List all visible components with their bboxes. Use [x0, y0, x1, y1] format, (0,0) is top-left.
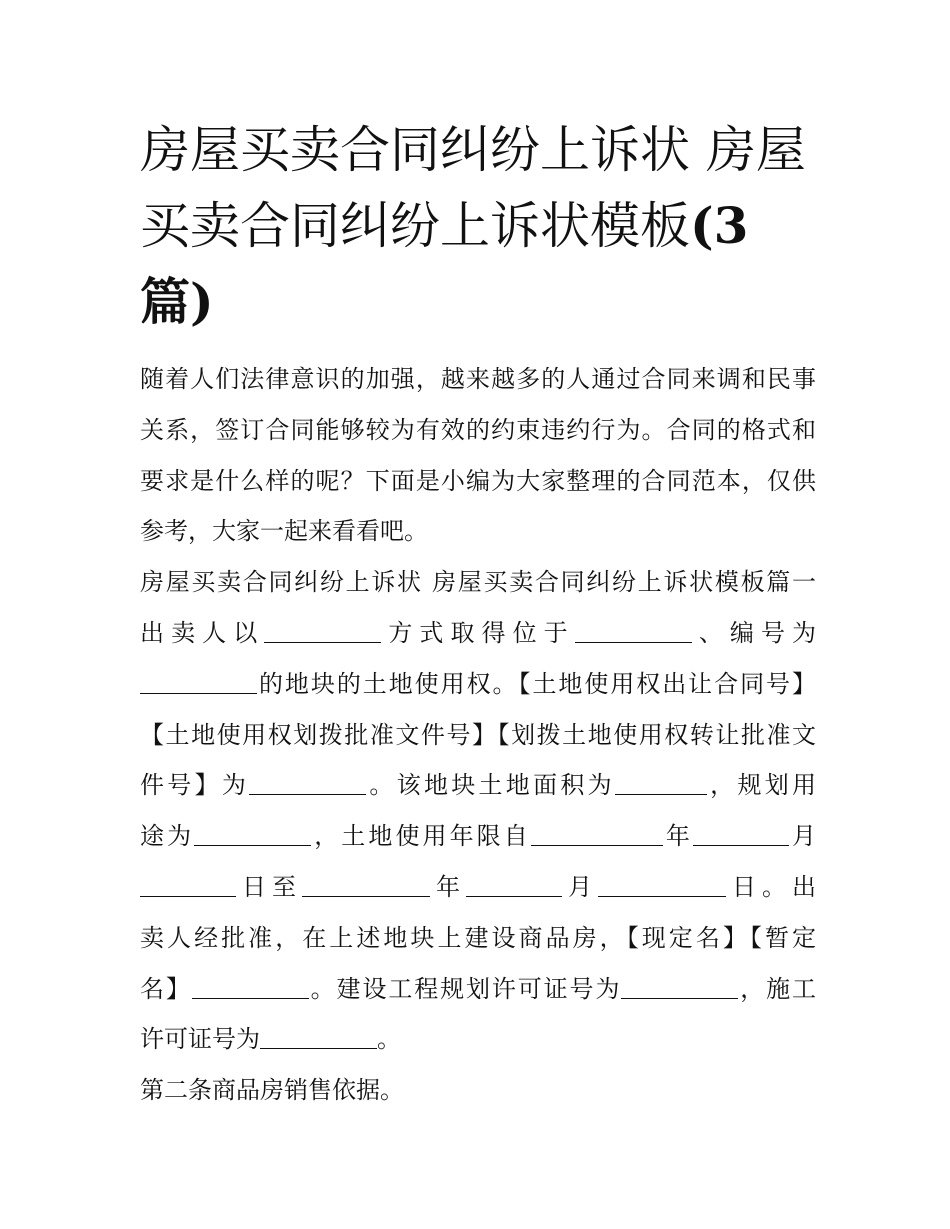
clause-text: 名】 — [140, 974, 192, 1003]
clause-text: 月 — [562, 872, 598, 901]
clause-text: 。该地块土地面积为 — [366, 771, 615, 800]
fill-in-blank — [575, 618, 692, 643]
fill-in-blank — [621, 974, 738, 999]
title-line-3-paren: ) — [190, 272, 214, 331]
clause-text: ，规划用 — [706, 771, 817, 800]
clause-line — [140, 862, 816, 913]
fill-in-blank — [598, 872, 726, 897]
clause-line: 卖人经批准，在上述地块上建设商品房，【现定名】【暂定 — [140, 923, 816, 952]
clause-line — [140, 659, 816, 710]
document-title — [140, 112, 820, 340]
title-line-2: 买卖合同纠纷上诉状模板 — [140, 197, 690, 255]
fill-in-blank — [192, 974, 309, 999]
title-line-2-count: (3 — [690, 196, 749, 255]
clause-text: 、编号为 — [691, 618, 817, 647]
clause-line — [140, 608, 816, 659]
intro-line: 要求是什么样的呢？下面是小编为大家整理的合同范本，仅供 — [140, 466, 816, 495]
fill-in-blank — [615, 770, 707, 795]
clause-text: 许可证号为 — [140, 1025, 260, 1054]
clause-line — [140, 1014, 816, 1065]
clause-text: 月 — [788, 822, 817, 851]
clause-text: 年 — [430, 872, 466, 901]
clause-text: 。建设工程规划许可证号为 — [308, 974, 622, 1003]
fill-in-blank — [302, 872, 430, 897]
clause-text: 出卖人以 — [140, 618, 265, 647]
clause-text: 日。出 — [726, 872, 816, 901]
section-heading: 房屋买卖合同纠纷上诉状 房屋买卖合同纠纷上诉状模板篇一 — [140, 568, 816, 597]
title-line-1: 房屋买卖合同纠纷上诉状 房屋 — [140, 121, 806, 179]
fill-in-blank — [140, 872, 236, 897]
fill-in-blank — [466, 872, 562, 897]
fill-in-blank — [194, 821, 311, 846]
intro-line: 关系，签订合同能够较为有效的约束违约行为。合同的格式和 — [140, 415, 816, 444]
document-body — [140, 354, 816, 1116]
clause-text: 日至 — [236, 872, 302, 901]
clause-text: ，土地使用年限自 — [311, 822, 531, 851]
intro-line: 随着人们法律意识的加强，越来越多的人通过合同来调和民事 — [140, 365, 816, 393]
fill-in-blank — [264, 618, 381, 643]
clause-text: 的地块的土地使用权。【土地使用权出让合同号】 — [257, 669, 816, 698]
clause-text: 方式取得位于 — [381, 618, 575, 647]
fill-in-blank — [531, 821, 663, 846]
clause-text: ，施工 — [738, 974, 817, 1003]
fill-in-blank — [260, 1024, 377, 1049]
clause-line — [140, 811, 816, 862]
clause-text: 年 — [662, 822, 693, 851]
title-line-3: 篇 — [140, 272, 190, 331]
fill-in-blank — [693, 821, 789, 846]
clause-text: 途为 — [140, 822, 195, 851]
clause-line — [140, 964, 816, 1015]
clause-text: 。 — [377, 1025, 401, 1054]
fill-in-blank — [249, 770, 366, 795]
clause-line — [140, 760, 816, 811]
clause-text: 件号】为 — [140, 771, 250, 800]
clause-line: 【土地使用权划拨批准文件号】【划拨土地使用权转让批准文 — [140, 720, 816, 749]
fill-in-blank — [140, 669, 257, 694]
intro-line: 参考，大家一起来看看吧。 — [140, 517, 428, 546]
article-heading: 第二条商品房销售依据。 — [140, 1076, 404, 1105]
